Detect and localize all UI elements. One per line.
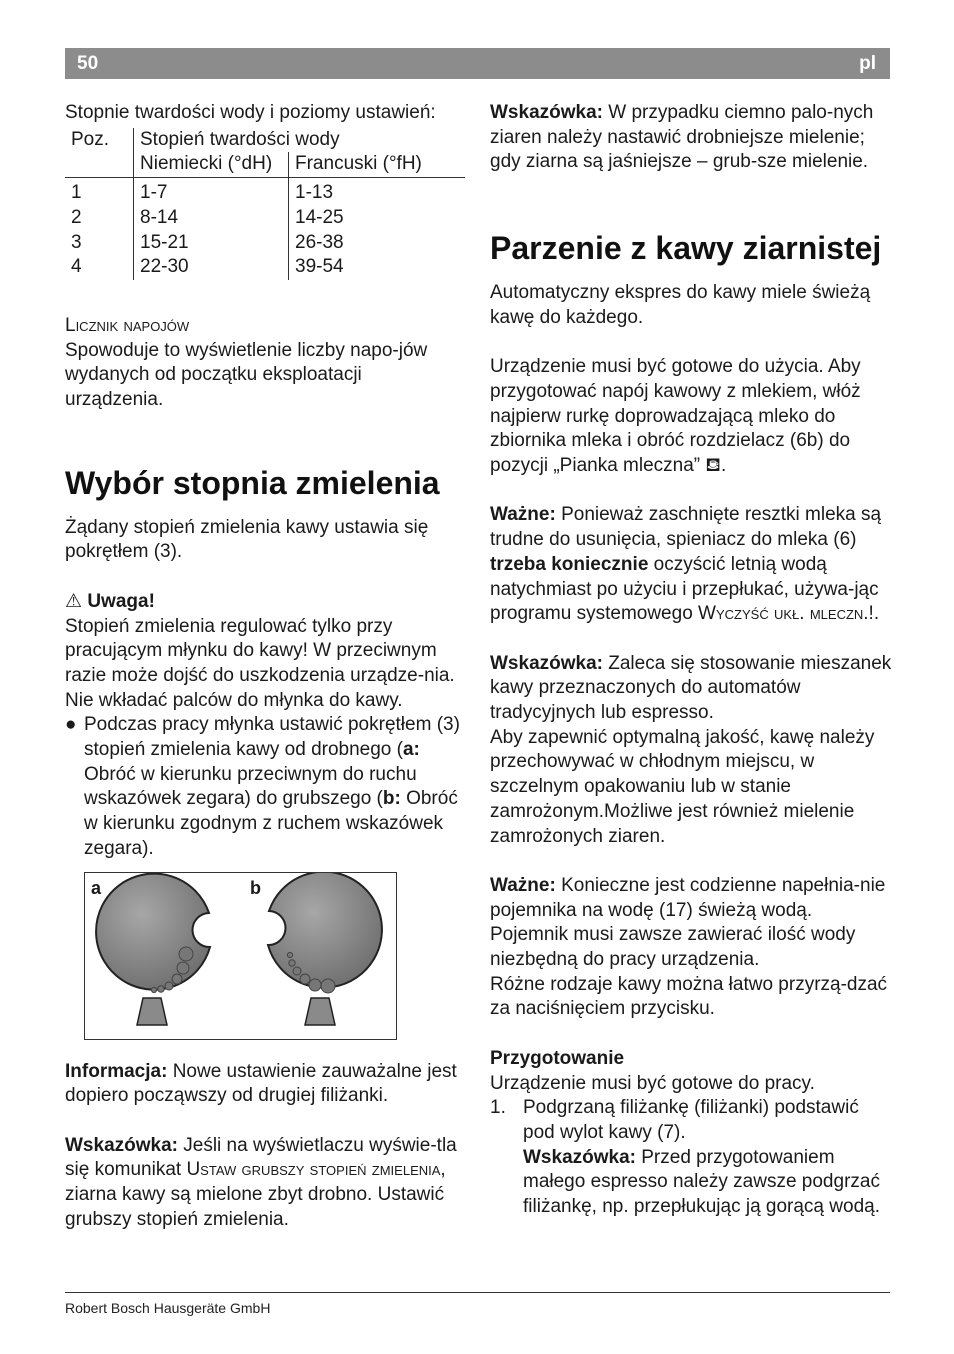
warning-heading (65, 590, 465, 615)
table-cell: 15-21 (134, 231, 289, 256)
col-header-de: Niemiecki (°dH) (134, 152, 289, 177)
step-text: Podgrzaną filiżankę (filiżanki) podstawić pod wylot kawy (7). (523, 1097, 859, 1143)
water-hardness-table (65, 128, 465, 280)
important-milk: Ważne: Ponieważ zaschnięte resztki mleka są trudne do usunięcia, spieniacz do mleka (6) trzeba koniecznie oczyścić letnią wodą natychmiast po użyciu i przepłukać, używa-jąc programu systemowego Wyczyść ukł. mleczn.!. (490, 504, 882, 625)
list-item (490, 1096, 895, 1220)
warning-text: Stopień zmielenia regulować tylko przy pracującym młynku do kawy! W przeciwnym razie może dojść do uszkodzenia urządze-nia. Nie wkładać palców do młynka do kawy. (65, 615, 455, 711)
step-tip: Wskazówka: Przed przygotowaniem małego espresso należy zawsze podgrzać filiżankę, np. przepłukując ją gorącą wodą. (523, 1146, 880, 1218)
prep-intro: Urządzenie musi być gotowe do pracy. (490, 1072, 815, 1094)
table-cell: 1-13 (289, 178, 466, 206)
step-number: 1. (490, 1097, 506, 1119)
milk-foam-icon: ⛾ (705, 455, 721, 477)
info-note: Informacja: Nowe ustawienie zauważalne jest dopiero począwszy od drugiej filiżanki. (65, 1060, 457, 1107)
bullet-icon: ● (65, 714, 77, 736)
warning-triangle-icon: ⚠ (65, 590, 83, 612)
left-column (65, 101, 465, 1232)
knob-a-icon (96, 873, 210, 989)
table-cell: 2 (71, 206, 82, 228)
knob-b-icon (268, 873, 382, 988)
section-title-brewing: Parzenie z kawy ziarnistej (490, 230, 882, 267)
important-water: Ważne: Konieczne jest codzienne napełnia-nie pojemnika na wodę (17) świeżą wodą. Pojemnik musi zawsze zawierać ilość wody niezbędną do pracy urządzenia. (490, 874, 886, 971)
table-cell: 26-38 (289, 231, 466, 256)
coffee-types-text: Różne rodzaje kawy można łatwo przyrzą-dzać za naciśnięciem przycisku. (490, 973, 888, 1020)
table-intro: Stopnie twardości wody i poziomy ustawień: (65, 102, 436, 123)
list-item (65, 713, 465, 861)
program-name: Wyczyść ukł. mleczn.! (698, 603, 874, 625)
counter-title: Licznik napojów (65, 314, 190, 336)
section-title-grind: Wybór stopnia zmielenia (65, 464, 440, 501)
tip-coffee-blend: Wskazówka: Zaleca się stosowanie mieszanek kawy przeznaczonych do automatów tradycyjnych lub espresso. (490, 652, 892, 724)
warning-title: Uwaga! (87, 590, 155, 612)
tip-storage: Aby zapewnić optymalną jakość, kawę należy przechowywać w chłodnym miejscu, w szczelnym opakowaniu lub w stanie zamrożonym.Możliwe jest również mielenie zamrożonych ziaren. (490, 726, 875, 847)
col-header-group: Stopień twardości wody (134, 128, 466, 153)
page-header-bar (65, 48, 890, 79)
col-header-fr: Francuski (°fH) (289, 152, 466, 177)
brewing-instructions: Urządzenie musi być gotowe do użycia. Aby przygotować napój kawowy z mlekiem, włóż najpierw rurkę doprowadzającą mleko do zbiornika mleka i obróć rozdzielacz (6b) do pozycji „Pianka mleczna” ⛾. (490, 356, 861, 477)
tip-dark-roast: Wskazówka: W przypadku ciemno palo-nych ziaren należy nastawić drobniejsze mielenie; gdy ziarna są jaśniejsze – grub-sze mielenie. (490, 102, 874, 173)
footer-divider (65, 1292, 890, 1293)
table-cell: 1 (71, 182, 82, 204)
bullet-text: Podczas pracy młynka ustawić pokrętłem (3) stopień zmielenia kawy od drobnego (a: Obróć w kierunku przeciwnym do ruchu wskazówek zegara) do grubszego (b: Obróć w kierunku zgodnym z ruchem wskazówek zegara). (84, 714, 460, 859)
table-cell: 8-14 (134, 206, 289, 231)
counter-text: Spowoduje to wyświetlenie liczby napo-jów wydanych od początku eksploatacji urządzenia. (65, 339, 428, 411)
language-code: pl (859, 53, 876, 74)
table-cell: 4 (71, 256, 82, 278)
right-column (490, 101, 895, 1220)
footer-company: Robert Bosch Hausgeräte GmbH (65, 1300, 271, 1316)
table-cell: 14-25 (289, 206, 466, 231)
grind-intro: Żądany stopień zmielenia kawy ustawia się pokrętłem (3). (65, 516, 429, 563)
tip-note: Wskazówka: Jeśli na wyświetlaczu wyświe-tla się komunikat Ustaw grubszy stopień zmielenia, ziarna kawy są mielone zbyt drobno. Ustawić grubszy stopień zmielenia. (65, 1134, 457, 1230)
display-message: Ustaw grubszy stopień zmielenia (186, 1159, 441, 1181)
table-cell: 22-30 (134, 255, 289, 280)
table-cell: 3 (71, 231, 82, 253)
table-cell: 39-54 (289, 255, 466, 280)
page-number: 50 (77, 53, 99, 74)
col-header-pos: Poz. (71, 128, 110, 150)
brewing-intro: Automatyczny ekspres do kawy miele świeżą kawę do każdego. (490, 282, 871, 328)
figure-label-a: a (91, 877, 102, 898)
figure-label-b: b (250, 877, 261, 898)
prep-title: Przygotowanie (490, 1047, 625, 1069)
grinder-knob-figure (84, 872, 397, 1040)
grinder-knob-illustration (85, 873, 396, 1039)
table-cell: 1-7 (134, 178, 289, 206)
